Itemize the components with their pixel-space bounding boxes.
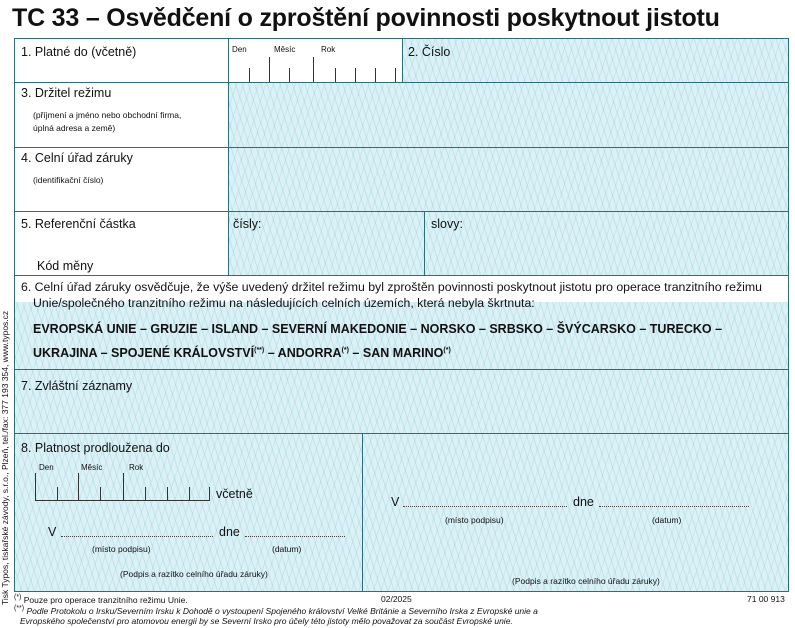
inclusive-label: včetně: [216, 487, 253, 501]
right-date-field[interactable]: [599, 506, 749, 507]
left-date-caption: (datum): [272, 544, 302, 554]
left-signature-caption: (Podpis a razítko celního úřadu záruky): [120, 569, 268, 579]
ext-year-label: Rok: [129, 463, 144, 472]
special-remarks-field[interactable]: [15, 395, 788, 433]
territories-statement-line2: Unie/společného tranzitního režimu na následujících celních územích, která nebyla škrtnuta:: [33, 296, 535, 310]
ext-month-label: Měsíc: [81, 463, 103, 472]
holder-field[interactable]: [229, 83, 788, 147]
printer-info: Tisk Typos, tiskařské závody, s.r.o., Plzeň, tel./fax: 377 193 354, www.typos.cz: [0, 310, 10, 605]
territories-list-line1: EVROPSKÁ UNIE – GRUZIE – ISLAND – SEVERNÍ MAKEDONIE – NORSKO – SRBSKO – ŠVÝCARSKO – TURECKO –: [33, 322, 723, 336]
special-remarks-label: 7. Zvláštní záznamy: [21, 379, 133, 393]
left-place-field[interactable]: [61, 536, 213, 537]
extended-until-label: 8. Platnost prodloužena do: [21, 441, 170, 455]
number-label: 2. Číslo: [408, 45, 451, 59]
footnote-2-line2: Evropského společenství pro atomovou energii by se Severní Irsko pro účely této jistoty mělo považovat za součást Evropské unie.: [20, 616, 513, 626]
right-place-field[interactable]: [403, 506, 567, 507]
reference-amount-label: 5. Referenční částka: [21, 217, 136, 231]
holder-hint-line1: (příjmení a jméno nebo obchodní firma,: [33, 110, 182, 120]
territories-statement-line1: 6. Celní úřad záruky osvědčuje, že výše uvedený držitel režimu byl zproštěn povinnosti poskytnout jistotu pro operace tranzitního režimu: [21, 280, 762, 294]
right-place-caption: (místo podpisu): [445, 515, 504, 525]
form-code: 71 00 913: [747, 594, 785, 604]
day-label: Den: [232, 45, 247, 54]
holder-hint-line2: úplná adresa a země): [33, 123, 116, 133]
currency-code-label: Kód měny: [37, 259, 94, 273]
footnote-2-line1: (**) Podle Protokolu o Irsku/Severním Irsku k Dohodě o vystoupení Spojeného království Velké Británie a Severního Irska z Evropské unie a: [14, 605, 538, 616]
ext-day-label: Den: [39, 463, 54, 472]
left-date-field[interactable]: [245, 536, 345, 537]
territories-list-line2: UKRAJINA – SPOJENÉ KRÁLOVSTVÍ(**) – ANDORRA(*) – SAN MARINO(*): [33, 346, 451, 360]
valid-until-date-field[interactable]: [228, 39, 402, 82]
guarantee-office-label: 4. Celní úřad záruky: [21, 151, 133, 165]
month-label: Měsíc: [274, 45, 296, 54]
number-field[interactable]: [403, 59, 788, 81]
valid-until-label: 1. Platné do (včetně): [21, 45, 137, 59]
holder-label: 3. Držitel režimu: [21, 86, 112, 100]
amount-in-words-label: slovy:: [431, 217, 463, 231]
left-place-caption: (místo podpisu): [92, 544, 151, 554]
form-title: TC 33 – Osvědčení o zproštění povinnosti poskytnout jistotu: [12, 4, 720, 32]
extended-until-date-field[interactable]: [15, 473, 215, 501]
edition-date: 02/2025: [381, 594, 412, 604]
right-date-prefix: dne: [573, 495, 594, 509]
year-label: Rok: [321, 45, 336, 54]
guarantee-office-hint: (identifikační číslo): [33, 175, 104, 185]
footnote-1: (*) Pouze pro operace tranzitního režimu Unie.: [14, 594, 188, 605]
right-signature-caption: (Podpis a razítko celního úřadu záruky): [512, 576, 660, 586]
certificate-form: [14, 38, 789, 592]
left-place-prefix: V: [48, 525, 57, 539]
amount-in-figures-label: čísly:: [233, 217, 262, 231]
right-place-prefix: V: [391, 495, 400, 509]
left-date-prefix: dne: [219, 525, 240, 539]
amount-in-figures-field[interactable]: [229, 231, 424, 275]
right-date-caption: (datum): [652, 515, 682, 525]
amount-in-words-field[interactable]: [425, 231, 788, 275]
guarantee-office-field[interactable]: [229, 148, 788, 211]
